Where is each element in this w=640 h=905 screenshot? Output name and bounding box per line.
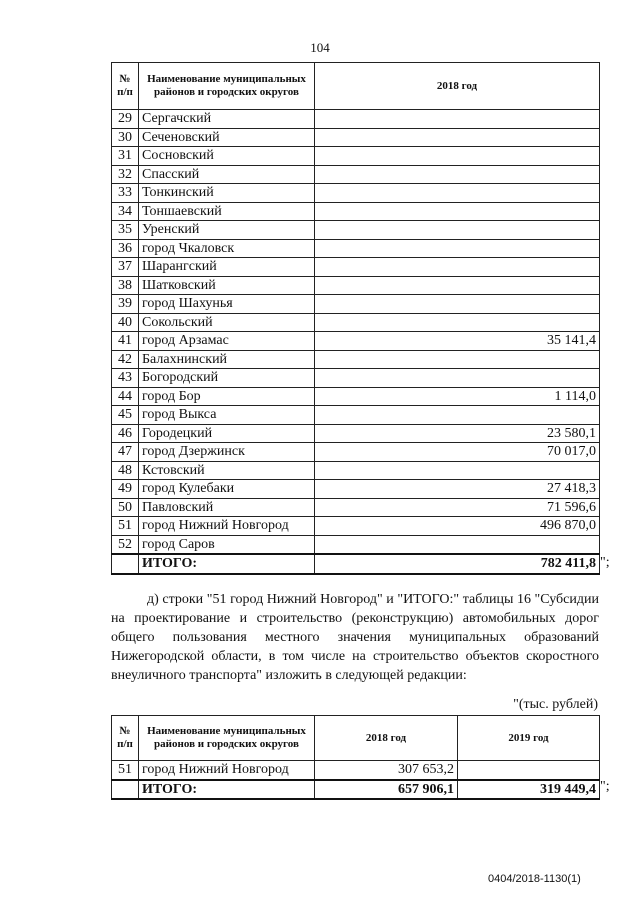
row-num: 46: [112, 424, 139, 443]
row-2018: [315, 350, 600, 369]
row-name: город Шахунья: [139, 295, 315, 314]
row-2018: [315, 184, 600, 203]
table-row: [112, 221, 600, 240]
row-num: 51: [112, 761, 139, 780]
table-row: [112, 147, 600, 166]
table-row: [112, 443, 600, 462]
table-row: [112, 387, 600, 406]
row-num: 50: [112, 498, 139, 517]
table-row: [112, 202, 600, 221]
row-name: город Нижний Новгород: [139, 517, 315, 536]
table-row: [112, 128, 600, 147]
row-num: 37: [112, 258, 139, 277]
row-num: 51: [112, 517, 139, 536]
row-name: город Саров: [139, 535, 315, 554]
row-num: 44: [112, 387, 139, 406]
row-2018: [315, 295, 600, 314]
row-num: 32: [112, 165, 139, 184]
table-row: [112, 110, 600, 129]
col-header-name: Наименование муниципальных районов и городских округов: [139, 63, 315, 110]
row-num: 47: [112, 443, 139, 462]
row-2018: [315, 128, 600, 147]
row-2018: [315, 147, 600, 166]
row-name: Балахнинский: [139, 350, 315, 369]
row-2018: [315, 369, 600, 388]
col-header-2018: 2018 год: [315, 63, 600, 110]
row-name: Кстовский: [139, 461, 315, 480]
row-2018: 71 596,6: [315, 498, 600, 517]
row-num: 48: [112, 461, 139, 480]
row-num: 31: [112, 147, 139, 166]
row-name: Спасский: [139, 165, 315, 184]
row-num: 29: [112, 110, 139, 129]
total-2019: 319 449,4: [458, 780, 600, 800]
col-header-name: Наименование муниципальных районов и городских округов: [139, 716, 315, 761]
closing-quote-1: ";: [600, 555, 610, 570]
unit-label: "(тыс. рублей): [513, 697, 598, 712]
col-header-2018: 2018 год: [315, 716, 458, 761]
table-row: [112, 406, 600, 425]
table-header-row: [112, 716, 600, 761]
table-row: [112, 239, 600, 258]
table-row: [112, 517, 600, 536]
row-2018: 23 580,1: [315, 424, 600, 443]
row-name: Сергачский: [139, 110, 315, 129]
row-2018: 27 418,3: [315, 480, 600, 499]
table-row: [112, 424, 600, 443]
row-2019: [458, 761, 600, 780]
row-num: 52: [112, 535, 139, 554]
row-name: город Дзержинск: [139, 443, 315, 462]
subsidy-table-1: [111, 62, 600, 575]
row-num: 30: [112, 128, 139, 147]
table-row: [112, 369, 600, 388]
row-2018: [315, 165, 600, 184]
table-row: [112, 535, 600, 554]
table-row: [112, 184, 600, 203]
row-name: Павловский: [139, 498, 315, 517]
row-name: Шарангский: [139, 258, 315, 277]
row-num: 39: [112, 295, 139, 314]
page-number: 104: [310, 40, 330, 55]
row-2018: 1 114,0: [315, 387, 600, 406]
table-row: [112, 332, 600, 351]
row-name: Сосновский: [139, 147, 315, 166]
total-label: ИТОГО:: [139, 780, 315, 800]
total-2018: 782 411,8: [315, 554, 600, 574]
row-num: 34: [112, 202, 139, 221]
row-num: 33: [112, 184, 139, 203]
row-name: Шатковский: [139, 276, 315, 295]
table-row: [112, 480, 600, 499]
total-num: [112, 780, 139, 800]
row-name: Тоншаевский: [139, 202, 315, 221]
table-row: [112, 258, 600, 277]
row-2018: 35 141,4: [315, 332, 600, 351]
table-row: [112, 498, 600, 517]
row-2018: [315, 258, 600, 277]
row-name: город Выкса: [139, 406, 315, 425]
row-name: город Арзамас: [139, 332, 315, 351]
table-header-row: [112, 63, 600, 110]
row-2018: [315, 221, 600, 240]
table-row: [112, 461, 600, 480]
row-name: город Кулебаки: [139, 480, 315, 499]
row-num: 38: [112, 276, 139, 295]
row-2018: [315, 313, 600, 332]
subsidy-table-16: [111, 715, 600, 800]
total-row: [112, 780, 600, 800]
row-num: 42: [112, 350, 139, 369]
row-num: 45: [112, 406, 139, 425]
row-num: 41: [112, 332, 139, 351]
row-name: город Нижний Новгород: [139, 761, 315, 780]
row-num: 49: [112, 480, 139, 499]
row-2018: 307 653,2: [315, 761, 458, 780]
total-label: ИТОГО:: [139, 554, 315, 574]
row-2018: [315, 276, 600, 295]
closing-quote-2: ";: [600, 779, 610, 794]
row-name: Сеченовский: [139, 128, 315, 147]
row-name: Уренский: [139, 221, 315, 240]
row-2018: [315, 110, 600, 129]
total-2018: 657 906,1: [315, 780, 458, 800]
row-name: Тонкинский: [139, 184, 315, 203]
row-2018: [315, 461, 600, 480]
table-row: [112, 295, 600, 314]
row-2018: [315, 406, 600, 425]
row-num: 35: [112, 221, 139, 240]
row-num: 40: [112, 313, 139, 332]
row-2018: 70 017,0: [315, 443, 600, 462]
table-row: [112, 313, 600, 332]
row-num: 43: [112, 369, 139, 388]
row-num: 36: [112, 239, 139, 258]
total-row: [112, 554, 600, 574]
row-name: Сокольский: [139, 313, 315, 332]
row-2018: 496 870,0: [315, 517, 600, 536]
amendment-paragraph: д) строки "51 город Нижний Новгород" и "ИТОГО:" таблицы 16 "Субсидии на проектирование и строительство (реконструкцию) автомобильных дорог общего пользования местного значения муниципальных образований Нижегородской области, в том числе на строительство объектов скоростного внеуличного транспорта" изложить в следующей редакции:: [111, 592, 599, 683]
col-header-num: № п/п: [112, 716, 139, 761]
table-row: [112, 276, 600, 295]
row-2018: [315, 202, 600, 221]
document-code: 0404/2018-1130(1): [488, 873, 581, 885]
total-num: [112, 554, 139, 574]
table-row: [112, 165, 600, 184]
col-header-2019: 2019 год: [458, 716, 600, 761]
row-name: Богородский: [139, 369, 315, 388]
col-header-num: № п/п: [112, 63, 139, 110]
table-row: [112, 761, 600, 780]
row-name: город Бор: [139, 387, 315, 406]
table-row: [112, 350, 600, 369]
row-name: Городецкий: [139, 424, 315, 443]
row-2018: [315, 535, 600, 554]
row-name: город Чкаловск: [139, 239, 315, 258]
row-2018: [315, 239, 600, 258]
